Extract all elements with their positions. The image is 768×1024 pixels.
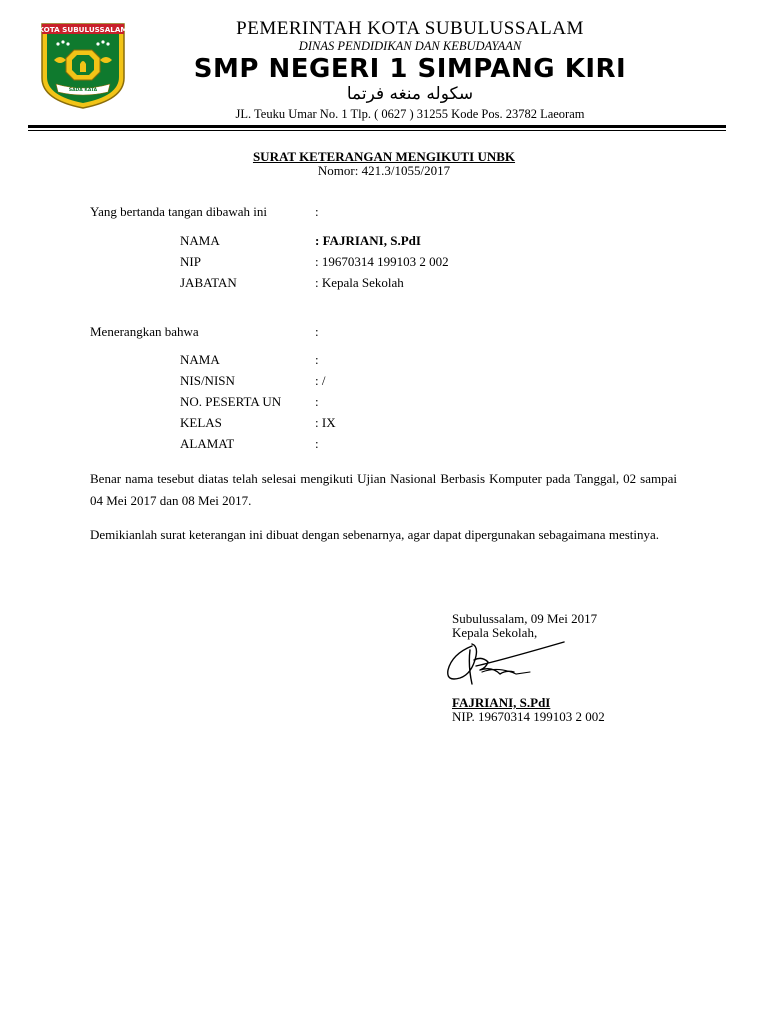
letter-title: SURAT KETERANGAN MENGIKUTI UNBK — [252, 149, 516, 164]
student-address-value: : — [315, 436, 319, 451]
student-name-value: : — [315, 352, 319, 367]
signer-nip: NIP. 19670314 199103 2 002 — [452, 709, 605, 724]
letterhead-divider-thin — [28, 130, 726, 131]
agency-name: DINAS PENDIDIKAN DAN KEBUDAYAAN — [298, 39, 522, 53]
logo-top-text: KOTA SUBULUSSALAM — [38, 25, 128, 34]
student-exam-number-value: : — [315, 394, 319, 409]
letter-number-value: 421.3/1055/2017 — [361, 163, 451, 178]
student-nis-value: : / — [315, 373, 326, 388]
handwritten-signature — [442, 636, 572, 692]
student-class-label: KELAS — [180, 415, 222, 430]
letter-number — [0, 163, 768, 179]
signer-nip-label: NIP — [180, 254, 201, 269]
student-class-value: : IX — [315, 415, 336, 430]
student-name-label: NAMA — [180, 352, 220, 367]
city-emblem-logo — [36, 20, 130, 110]
signer-name: FAJRIANI, S.PdI — [452, 695, 551, 710]
government-name: PEMERINTAH KOTA SUBULUSSALAM — [236, 18, 584, 39]
signer-position-value: : Kepala Sekolah — [315, 275, 404, 290]
student-exam-number-label: NO. PESERTA UN — [180, 394, 282, 409]
letterhead-divider-thick — [28, 125, 726, 128]
signer-intro-label: Yang bertanda tangan dibawah ini — [90, 204, 268, 219]
student-nis-label: NIS/NISN — [180, 373, 235, 388]
signer-nip-value: : 19670314 199103 2 002 — [315, 254, 449, 269]
letter-number-label: Nomor: — [317, 163, 359, 178]
student-address-label: ALAMAT — [180, 436, 235, 451]
signer-name-label: NAMA — [180, 233, 220, 248]
signature-place-date: Subulussalam, 09 Mei 2017 — [452, 611, 598, 626]
school-address: JL. Teuku Umar No. 1 Tlp. ( 0627 ) 31255 Kode Pos. 23782 Laeoram — [235, 107, 585, 121]
signer-intro-colon: : — [315, 204, 319, 219]
student-intro-colon: : — [315, 324, 319, 339]
school-name-arabic: سكوله منغه فرتما — [346, 84, 474, 104]
signer-position-label: JABATAN — [180, 275, 237, 290]
statement-paragraph: Benar nama tesebut diatas telah selesai mengikuti Ujian Nasional Berbasis Komputer pada Tanggal, 02 sampai 04 Mei 2017 dan 08 Mei 2017. — [90, 471, 677, 508]
student-intro-label: Menerangkan bahwa — [90, 324, 199, 339]
signature-position: Kepala Sekolah, — [452, 625, 538, 640]
signer-name-value: : FAJRIANI, S.PdI — [315, 233, 421, 248]
school-name: SMP NEGERI 1 SIMPANG KIRI — [193, 54, 627, 84]
closing-paragraph: Demikianlah surat keterangan ini dibuat dengan sebenarnya, agar dapat dipergunakan sebagaimana mestinya. — [90, 527, 660, 542]
logo-motto-text: SADA KATA — [68, 88, 98, 93]
